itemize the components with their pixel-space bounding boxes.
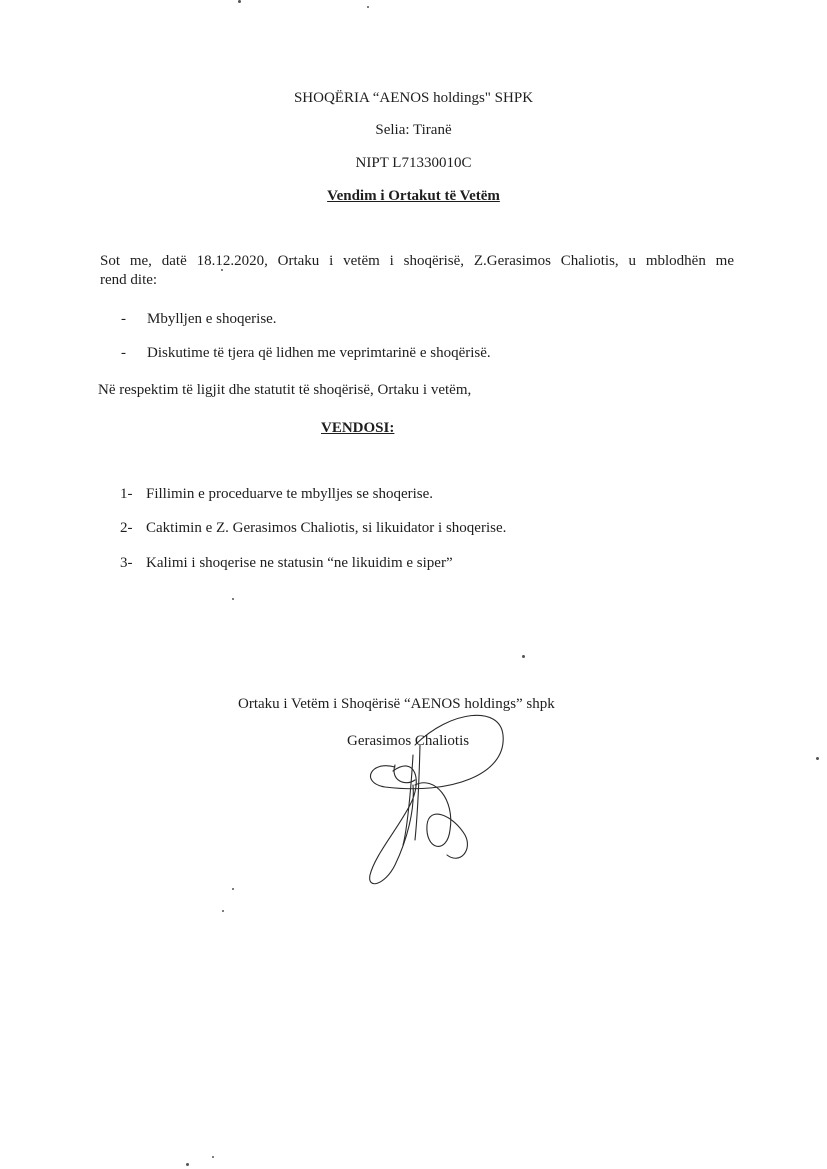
agenda-text: Diskutime të tjera që lidhen me veprimtarinë e shoqërisë.: [147, 345, 491, 361]
scan-speck: [222, 910, 224, 912]
scan-speck: [212, 1156, 214, 1158]
decision-item: [120, 555, 453, 572]
scan-speck: [522, 655, 525, 658]
decision-number: 1-: [120, 486, 133, 502]
scan-speck: [232, 598, 234, 600]
document-title: Vendim i Ortakut të Vetëm: [327, 188, 500, 204]
scan-speck: [232, 888, 234, 890]
decision-text: Fillimin e proceduarve te mbylljes se shoqerise.: [146, 486, 434, 502]
decides-heading: VENDOSI:: [321, 420, 395, 436]
decision-number: 3-: [120, 555, 133, 571]
intro-line-1: Sot me, datë 18.12.2020, Ortaku i vetëm i shoqërisë, Z.Gerasimos Chaliotis, u mblodhën me: [100, 253, 734, 269]
scan-speck: [367, 6, 369, 8]
handwritten-signature: [355, 705, 520, 890]
intro-line-2: rend dite:: [100, 272, 158, 288]
agenda-marker: -: [121, 345, 126, 361]
agenda-text: Mbylljen e shoqerise.: [147, 311, 277, 327]
decision-text: Kalimi i shoqerise ne statusin “ne likuidim e siper”: [146, 555, 453, 571]
signature-stroke: [370, 766, 417, 884]
signatory-name: Gerasimos Chaliotis: [347, 733, 470, 749]
signature-stroke: [415, 745, 420, 840]
scan-speck: [221, 269, 223, 271]
company-nipt: NIPT L71330010C: [355, 155, 472, 171]
signature-stroke: [371, 715, 504, 788]
agenda-item: [121, 345, 491, 362]
agenda-item: [121, 311, 277, 328]
decision-number: 2-: [120, 520, 133, 536]
scan-speck: [816, 757, 819, 760]
decision-text: Caktimin e Z. Gerasimos Chaliotis, si likuidator i shoqerise.: [146, 520, 507, 536]
scan-speck: [238, 0, 241, 3]
respect-line: Në respektim të ligjit dhe statutit të shoqërisë, Ortaku i vetëm,: [98, 382, 472, 398]
decision-item: [120, 520, 506, 537]
scan-speck: [186, 1163, 189, 1166]
decision-item: [120, 486, 433, 503]
company-seat: Selia: Tiranë: [375, 122, 452, 138]
signatory-role: Ortaku i Vetëm i Shoqërisë “AENOS holdings” shpk: [238, 696, 555, 712]
agenda-marker: -: [121, 311, 126, 327]
company-name: SHOQËRIA “AENOS holdings" SHPK: [293, 90, 534, 106]
signature-stroke: [415, 783, 467, 858]
